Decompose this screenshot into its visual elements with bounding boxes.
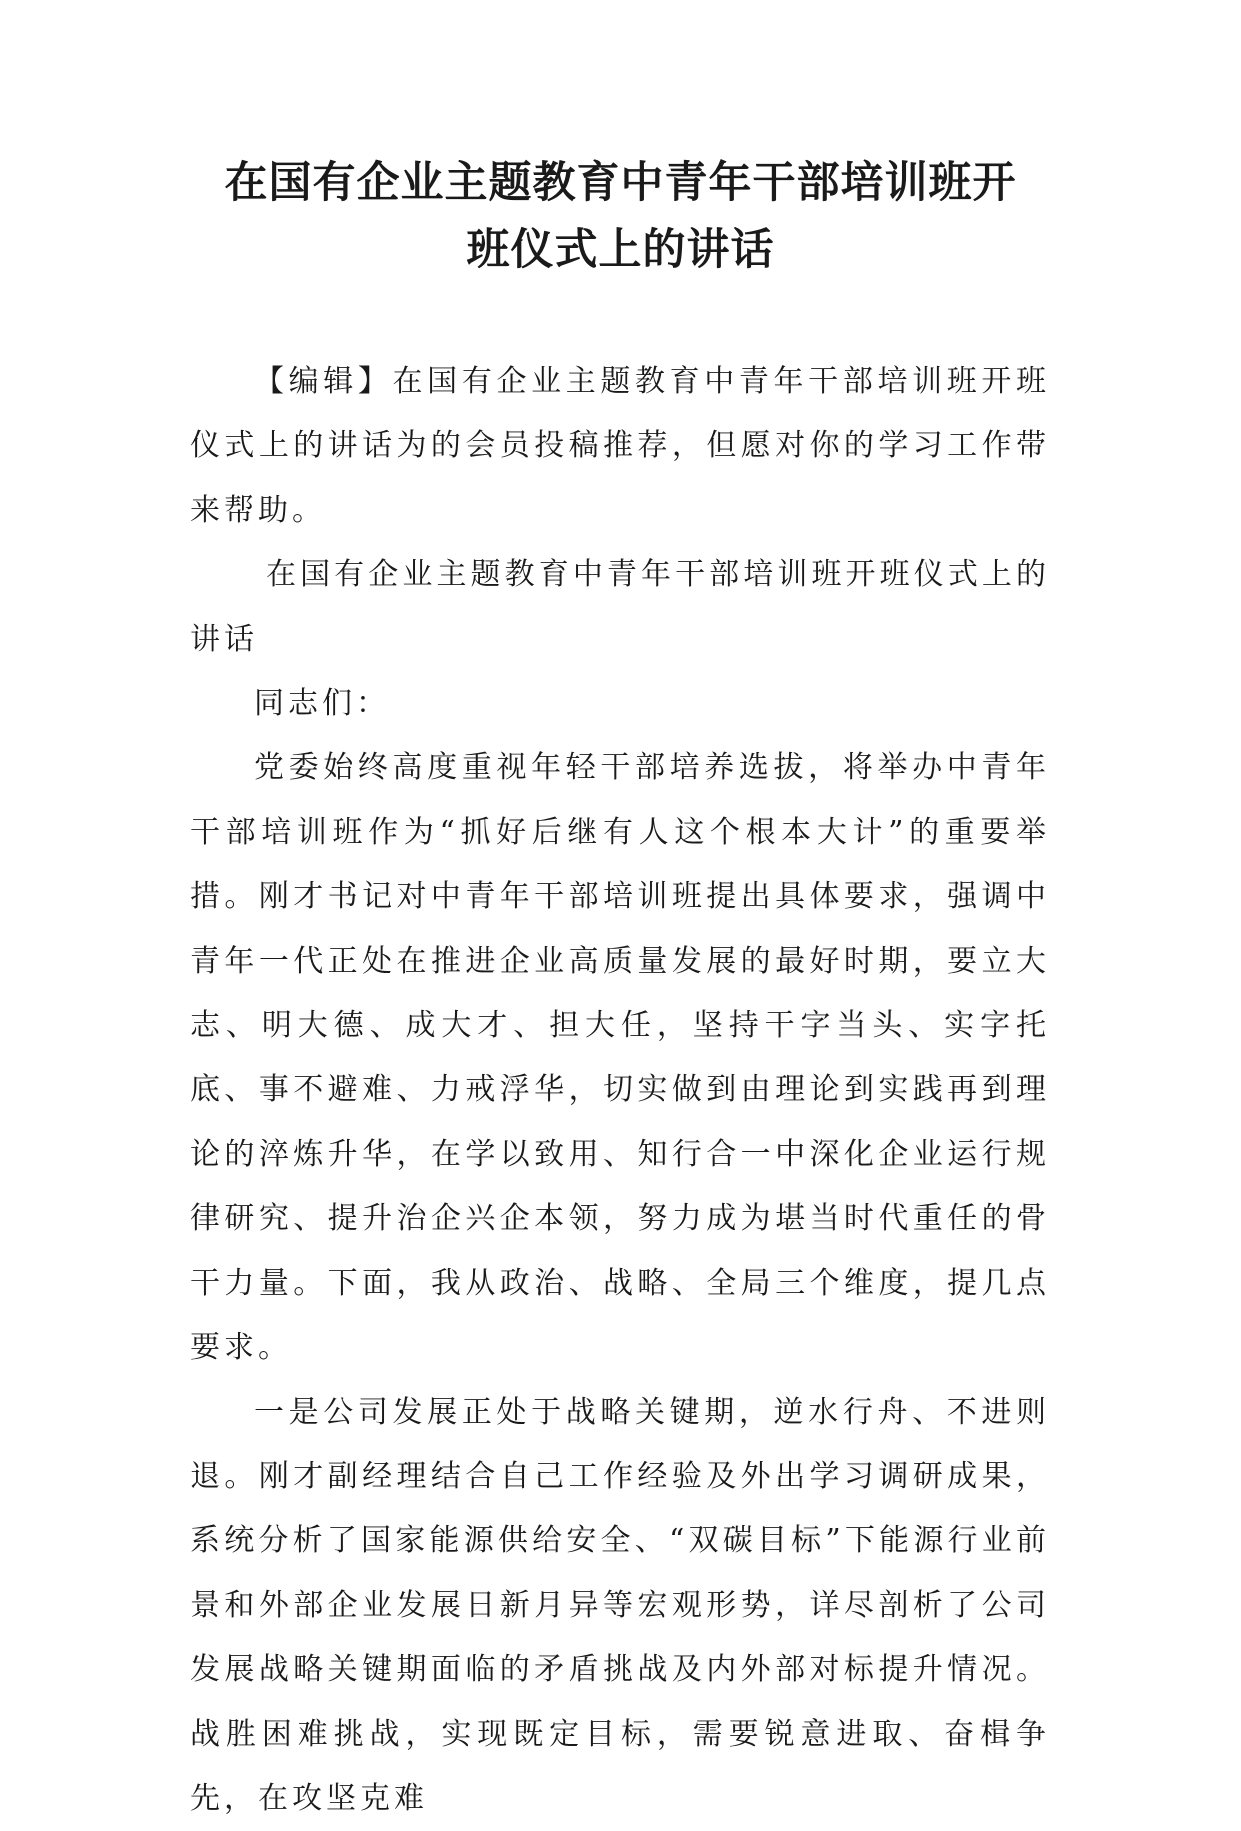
document-title-line-1: 在国有企业主题教育中青年干部培训班开 <box>150 150 1091 217</box>
body-paragraph: 党委始终高度重视年轻干部培养选拔，将举办中青年干部培训班作为“抓好后继有人这个根本大计”的重要举措。刚才书记对中青年干部培训班提出具体要求，强调中青年一代正处在推进企业高质量发展的最好时期，要立大志、明大德、成大才、担大任，坚持干字当头、实字托底、事不避难、力戒浮华，切实做到由理论到实践再到理论的淬炼升华，在学以致用、知行合一中深化企业运行规律研究、提升治企兴企本领，努力成为堪当时代重任的骨干力量。下面，我从政治、战略、全局三个维度，提几点要求。 <box>190 736 1050 1380</box>
editor-note-paragraph: 【编辑】在国有企业主题教育中青年干部培训班开班仪式上的讲话为的会员投稿推荐，但愿对你的学习工作带来帮助。 <box>190 350 1050 543</box>
document-title <box>150 150 1091 284</box>
document-title-line-2: 班仪式上的讲话 <box>150 217 1091 284</box>
document-body <box>190 350 1050 1831</box>
body-paragraph: 一是公司发展正处于战略关键期，逆水行舟、不进则退。刚才副经理结合自己工作经验及外出学习调研成果，系统分析了国家能源供给安全、“双碳目标”下能源行业前景和外部企业发展日新月异等宏观形势，详尽剖析了公司发展战略关键期面临的矛盾挑战及内外部对标提升情况。战胜困难挑战，实现既定目标，需要锐意进取、奋楫争先，在攻坚克难 <box>190 1381 1050 1831</box>
speech-title-paragraph: 在国有企业主题教育中青年干部培训班开班仪式上的讲话 <box>190 543 1050 672</box>
salutation-paragraph: 同志们： <box>190 672 1050 736</box>
